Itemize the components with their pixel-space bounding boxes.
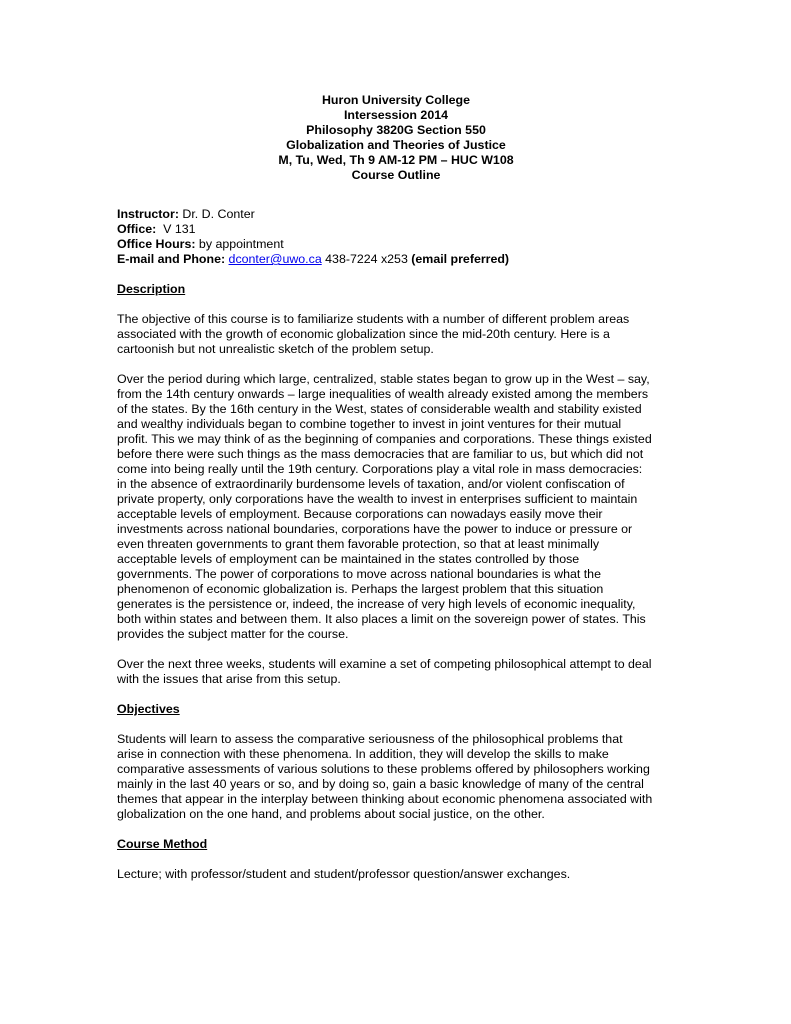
course-method-heading: Course Method <box>117 837 208 851</box>
text-line: Lecture; with professor/student and student/professor question/answer exchanges. <box>117 867 571 881</box>
text-line: profit. This we may think of as the beginning of companies and corporations. These things existed <box>117 432 652 446</box>
course-header <box>117 93 675 183</box>
description-paragraph-3 <box>117 657 682 687</box>
objectives-paragraph <box>117 732 682 822</box>
text-line: with the issues that arise from this setup. <box>117 672 341 686</box>
text-line: acceptable levels of employment can be maintained in the states controlled by those <box>117 552 580 566</box>
text-line: The objective of this course is to familiarize students with a number of different problem areas <box>117 312 630 326</box>
hours-label: Office Hours: <box>117 237 196 251</box>
contact-note: (email preferred) <box>411 252 510 266</box>
text-line: associated with the growth of economic globalization since the mid-20th century. Here is a <box>117 327 610 341</box>
text-line: from the 14th century onwards – large inequalities of wealth already existed among the members <box>117 387 649 401</box>
text-line: comparative assessments of various solutions to these problems offered by philosophers working <box>117 762 650 776</box>
text-line: investments across national boundaries, corporations have the power to induce or pressure or <box>117 522 633 536</box>
text-line: acceptable levels of employment. Because corporations can nowadays easily move their <box>117 507 603 521</box>
office-value: V 131 <box>156 222 196 236</box>
email-link[interactable]: dconter@uwo.ca <box>228 252 322 266</box>
text-line: before there were such things as the mass democracies that are familiar to us, but which did not <box>117 447 644 461</box>
text-line: of the states. By the 16th century in the West, states of considerable wealth and stability existed <box>117 402 642 416</box>
office-line <box>117 222 682 237</box>
text-line: Students will learn to assess the comparative seriousness of the philosophical problems that <box>117 732 623 746</box>
course-code: Philosophy 3820G Section 550 <box>306 123 486 137</box>
text-line: both within states and between them. It also places a limit on the sovereign power of states. This <box>117 612 646 626</box>
text-line: arise in connection with these phenomena. In addition, they will develop the skills to make <box>117 747 609 761</box>
text-line: private property, only corporations have the wealth to invest in enterprises sufficient to maintain <box>117 492 638 506</box>
course-title: Globalization and Theories of Justice <box>286 138 506 152</box>
document-title: Course Outline <box>351 168 441 182</box>
text-line: even threaten governments to grant them favorable protection, so that at least minimally <box>117 537 600 551</box>
text-line: mainly in the last 40 years or so, and by doing so, gain a basic knowledge of many of the central <box>117 777 644 791</box>
text-line: in the absence of extraordinarily burdensome levels of taxation, and/or violent confiscation of <box>117 477 625 491</box>
office-label: Office: <box>117 222 157 236</box>
description-paragraph-1 <box>117 312 682 357</box>
college-name: Huron University College <box>321 93 471 107</box>
phone-value: 438-7224 x253 <box>321 252 412 266</box>
instructor-label: Instructor: <box>117 207 179 221</box>
text-line: Over the period during which large, centralized, stable states began to grow up in the West – say, <box>117 372 650 386</box>
text-line: provides the subject matter for the course. <box>117 627 349 641</box>
description-heading: Description <box>117 282 186 296</box>
objectives-heading: Objectives <box>117 702 180 716</box>
description-paragraph-2 <box>117 372 682 642</box>
hours-line <box>117 237 682 252</box>
instructor-line <box>117 207 682 222</box>
course-method-paragraph <box>117 867 682 882</box>
hours-value: by appointment <box>195 237 284 251</box>
text-line: generates is the persistence or, indeed, the increase of very high levels of economic inequality, <box>117 597 636 611</box>
text-line: phenomenon of economic globalization is. Perhaps the largest problem that this situation <box>117 582 604 596</box>
text-line: globalization on the one hand, and problems about social justice, on the other. <box>117 807 545 821</box>
document-page <box>117 93 682 882</box>
instructor-info <box>117 207 682 267</box>
text-line: cartoonish but not unrealistic sketch of the problem setup. <box>117 342 434 356</box>
course-schedule: M, Tu, Wed, Th 9 AM-12 PM – HUC W108 <box>278 153 514 167</box>
text-line: come into being really until the 19th century. Corporations play a vital role in mass democracies: <box>117 462 643 476</box>
instructor-value: Dr. D. Conter <box>178 207 255 221</box>
contact-line <box>117 252 682 267</box>
text-line: Over the next three weeks, students will examine a set of competing philosophical attempt to deal <box>117 657 652 671</box>
text-line: and wealthy individuals began to combine together to invest in joint ventures for their mutual <box>117 417 622 431</box>
contact-label: E-mail and Phone: <box>117 252 226 266</box>
text-line: themes that appear in the interplay between thinking about economic phenomena associated with <box>117 792 653 806</box>
text-line: governments. The power of corporations to move across national boundaries is what the <box>117 567 601 581</box>
term: Intersession 2014 <box>343 108 448 122</box>
